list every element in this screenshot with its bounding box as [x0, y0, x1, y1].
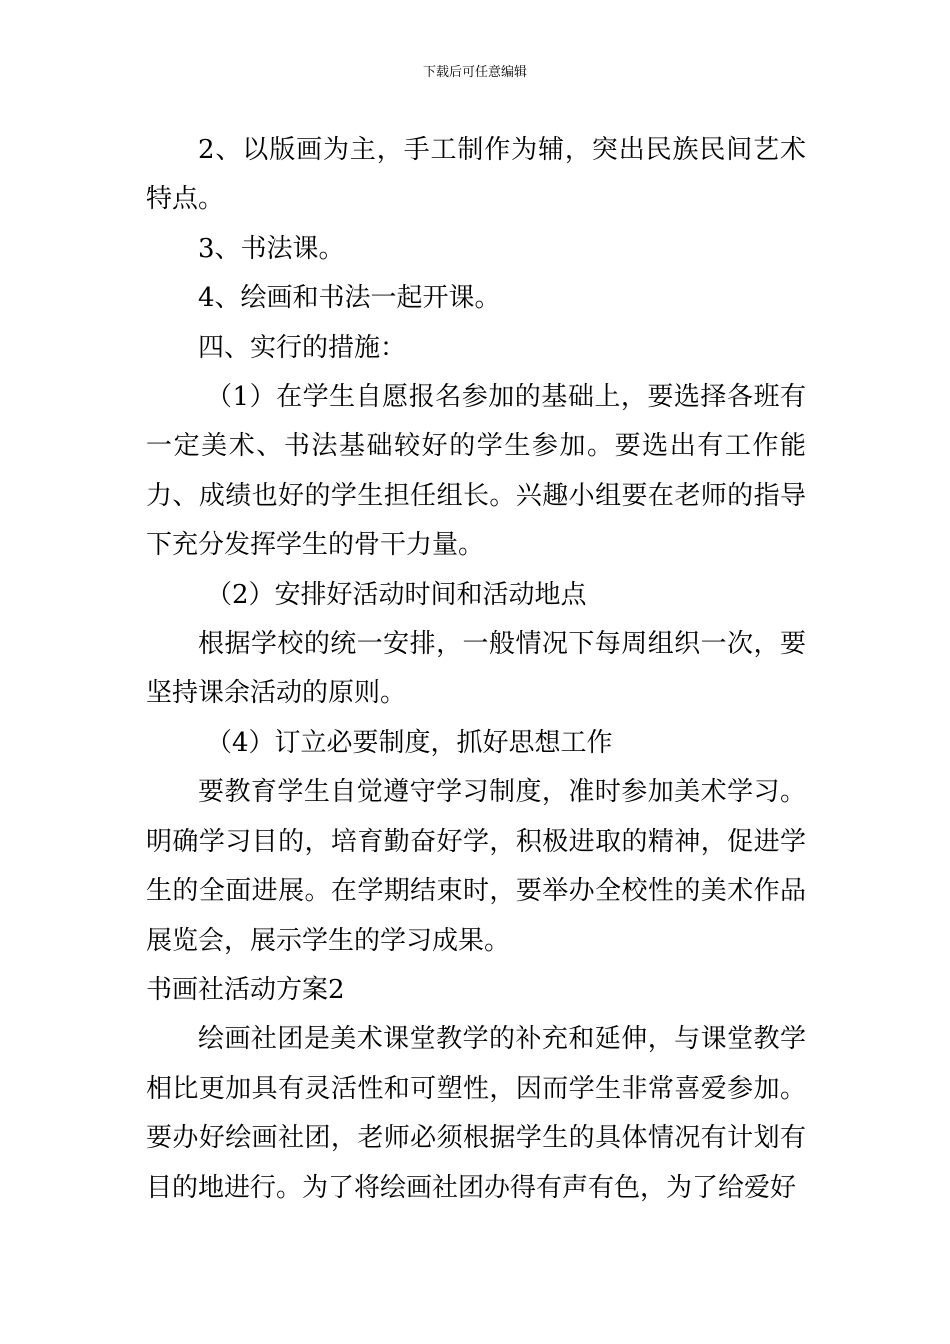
page-header-note: 下载后可任意编辑 [422, 65, 527, 80]
section-heading-measures: 四、实行的措施： [198, 332, 407, 363]
paragraph-calligraphy-class: 3、书法课。 [198, 233, 345, 264]
paragraph-education: 要教育学生自觉遵守学习制度，准时参加美术学习。明确学习目的，培育勤奋好学，积极进取的精神，促进学生的全面进展。在学期结束时，要举办全校性的美术作品展览会，展示学生的学习成果。 [146, 777, 806, 956]
document-body [146, 126, 806, 1213]
paragraph-measure-4: （4）订立必要制度，抓好思想工作 [206, 727, 613, 758]
section-title-plan-2: 书画社活动方案2 [146, 974, 345, 1005]
paragraph-painting-and-calligraphy: 4、绘画和书法一起开课。 [198, 283, 501, 314]
paragraph-printmaking: 2、以版画为主，手工制作为辅，突出民族民间艺术特点。 [146, 135, 806, 215]
paragraph-painting-club: 绘画社团是美术课堂教学的补充和延伸，与课堂教学相比更加具有灵活性和可塑性，因而学生非常喜爱参加。要办好绘画社团，老师必须根据学生的具体情况有计划有目的地进行。为了将绘画社团办得有声有色，为了给爱好 [146, 1024, 806, 1203]
paragraph-measure-1: （1）在学生自愿报名参加的基础上，要选择各班有一定美术、书法基础较好的学生参加。要选出有工作能力、成绩也好的学生担任组长。兴趣小组要在老师的指导下充分发挥学生的骨干力量。 [146, 382, 806, 561]
paragraph-schedule: 根据学校的统一安排，一般情况下每周组织一次，要坚持课余活动的原则。 [146, 629, 806, 709]
paragraph-measure-2: （2）安排好活动时间和活动地点 [206, 579, 587, 610]
